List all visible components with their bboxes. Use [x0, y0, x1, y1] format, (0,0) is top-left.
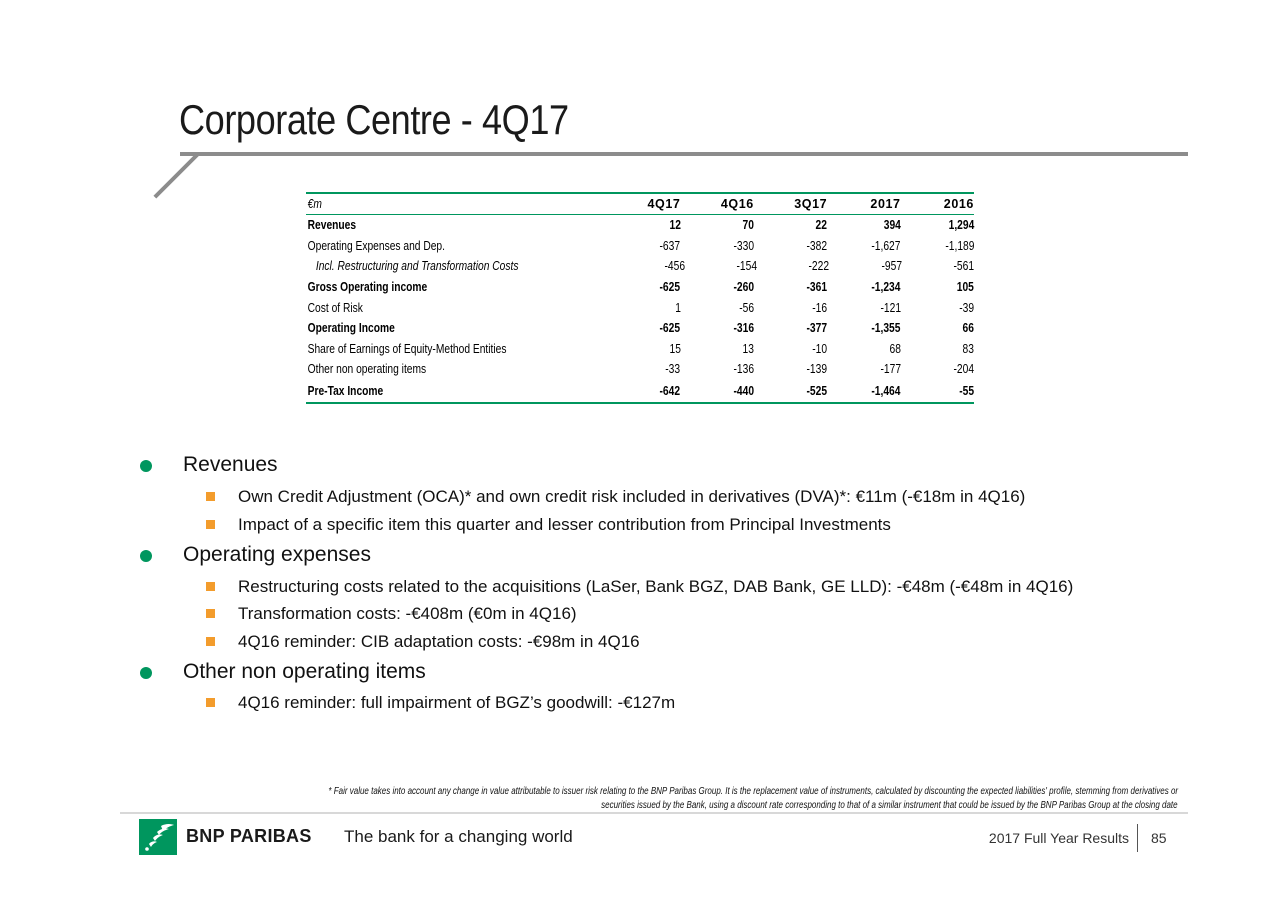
row-label: Share of Earnings of Equity-Method Entities: [307, 341, 507, 356]
table-cell: -1,464: [871, 383, 901, 398]
slide-title: Corporate Centre - 4Q17: [179, 96, 569, 143]
page-number: 85: [1151, 830, 1167, 846]
table-cell: 83: [962, 341, 974, 356]
column-header: 4Q17: [647, 197, 681, 211]
table-cell: 394: [883, 218, 901, 233]
report-title: 2017 Full Year Results: [988, 830, 1129, 846]
brand-name: BNP PARIBAS: [186, 826, 312, 846]
table-cell: -222: [808, 259, 830, 274]
title-diagonal-accent: [153, 153, 199, 199]
orange-square-icon: [206, 520, 215, 529]
table-cell: 66: [962, 321, 974, 336]
table-cell: -55: [959, 383, 974, 398]
footer-separator: [1137, 824, 1138, 852]
table-cell: -456: [664, 259, 685, 274]
table-cell: 22: [815, 218, 828, 233]
table-cell: -16: [812, 300, 828, 315]
orange-square-icon: [206, 609, 215, 618]
table-cell: -154: [736, 259, 758, 274]
table-cell: -637: [659, 238, 681, 253]
table-row: [306, 359, 974, 380]
orange-square-icon: [206, 492, 215, 501]
unit-label: €m: [307, 197, 322, 211]
table-cell: -625: [659, 280, 681, 295]
table-cell: -525: [806, 383, 828, 398]
financial-table: [306, 192, 974, 404]
table-header-row: [306, 194, 974, 215]
table-cell: -39: [959, 300, 974, 315]
row-label: Cost of Risk: [307, 300, 363, 315]
green-bullet-icon: [140, 667, 152, 679]
row-label: Pre-Tax Income: [307, 383, 384, 398]
green-bullet-icon: [140, 550, 152, 562]
table-cell: -1,234: [871, 280, 901, 295]
table-cell: -33: [665, 362, 681, 377]
table-row: [306, 318, 974, 339]
table-cell: -561: [953, 259, 975, 274]
row-label: Other non operating items: [307, 362, 427, 377]
table-cell: -642: [659, 383, 681, 398]
table-cell: 13: [742, 341, 754, 356]
table-cell: -377: [806, 321, 828, 336]
title-underline: [180, 152, 1188, 156]
column-header: 4Q16: [720, 197, 754, 211]
column-header: 2016: [943, 197, 974, 211]
table-cell: -10: [812, 341, 828, 356]
table-row: [306, 339, 974, 360]
table-cell: -56: [739, 300, 754, 315]
table-cell: -139: [806, 362, 828, 377]
bnp-logo-icon: [139, 819, 177, 855]
row-label: Incl. Restructuring and Transformation Costs: [315, 259, 519, 274]
table-cell: -260: [733, 280, 754, 295]
footer-divider: [120, 812, 1188, 814]
table-cell: -1,189: [944, 238, 974, 253]
table-cell: -204: [953, 362, 974, 377]
orange-square-icon: [206, 582, 215, 591]
table-cell: -361: [806, 280, 828, 295]
table-cell: 70: [742, 218, 754, 233]
table-cell: -1,627: [871, 238, 901, 253]
table-row: [306, 215, 974, 236]
row-label: Gross Operating income: [307, 280, 428, 295]
table-row: [306, 380, 974, 402]
green-bullet-icon: [140, 460, 152, 472]
table-row: [306, 256, 974, 277]
table-cell: 12: [669, 218, 681, 233]
table-cell: -1,355: [871, 321, 901, 336]
table-cell: -177: [880, 362, 901, 377]
table-row: [306, 277, 974, 298]
table-cell: 1,294: [948, 218, 974, 233]
table-cell: -440: [733, 383, 754, 398]
table-cell: -957: [881, 259, 902, 274]
footnote-line-1: * Fair value takes into account any change in value attributable to issuer risk relating to the BNP Paribas Group. It is the replacement value of instruments, calculated by discounting the expected liabilities' profile, stemming from derivatives or: [328, 786, 1178, 797]
row-label: Operating Income: [307, 321, 395, 336]
table-body: [306, 215, 974, 402]
table-cell: 1: [674, 300, 681, 315]
column-header: 3Q17: [794, 197, 828, 211]
table-cell: -316: [733, 321, 754, 336]
table-cell: -121: [880, 300, 901, 315]
table-cell: -136: [733, 362, 754, 377]
table-cell: 105: [956, 280, 974, 295]
table-cell: -625: [659, 321, 681, 336]
table-row: [306, 236, 974, 257]
column-header: 2017: [870, 197, 901, 211]
footnote-line-2: securities issued by the Bank, using a discount rate corresponding to that of a similar instrument that could be issued by the BNP Paribas Group at the closing date: [601, 800, 1178, 811]
orange-square-icon: [206, 637, 215, 646]
table-cell: 68: [889, 341, 901, 356]
row-label: Operating Expenses and Dep.: [307, 238, 445, 253]
table-cell: 15: [669, 341, 681, 356]
row-label: Revenues: [307, 218, 357, 233]
table-cell: -382: [806, 238, 828, 253]
table-row: [306, 297, 974, 318]
orange-square-icon: [206, 698, 215, 707]
brand-slogan: The bank for a changing world: [344, 827, 573, 846]
table-cell: -330: [733, 238, 754, 253]
